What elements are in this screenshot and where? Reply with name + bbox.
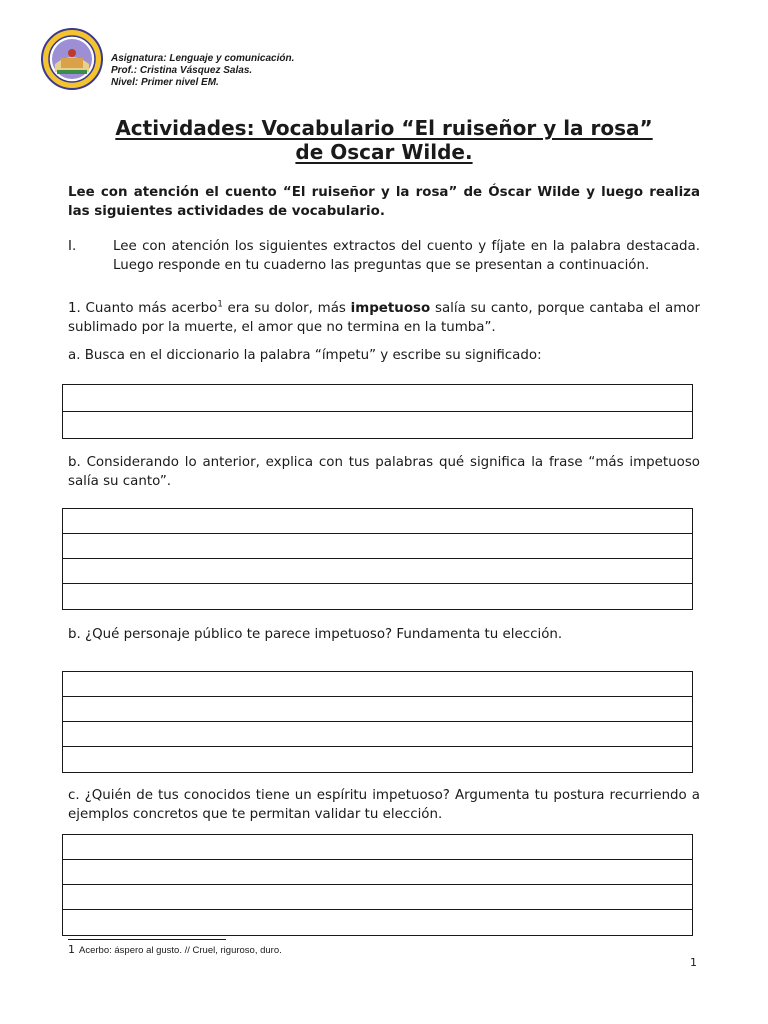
question-b-1: b. Considerando lo anterior, explica con tus palabras qué significa la frase “más impetuoso salía su canto”. bbox=[68, 455, 700, 489]
answer-line[interactable] bbox=[63, 910, 692, 935]
answer-line[interactable] bbox=[63, 559, 692, 584]
answer-box-b-1[interactable] bbox=[62, 508, 693, 610]
header-info bbox=[111, 53, 294, 89]
page-number: 1 bbox=[690, 956, 697, 969]
question-a: a. Busca en el diccionario la palabra “ímpetu” y escribe su significado: bbox=[68, 348, 542, 363]
title-line-1: Actividades: Vocabulario “El ruiseñor y la rosa” bbox=[115, 116, 653, 140]
excerpt-part-3: salía su canto, porque cantaba el amor sublimado por la muerte, el amor que no termina en la tumba”. bbox=[68, 301, 701, 335]
answer-line[interactable] bbox=[63, 835, 692, 860]
school-logo bbox=[41, 28, 103, 90]
footnote-number: 1 bbox=[68, 943, 75, 956]
answer-line[interactable] bbox=[63, 860, 692, 885]
section-i bbox=[68, 238, 700, 275]
answer-box-c[interactable] bbox=[62, 834, 693, 936]
answer-line[interactable] bbox=[63, 584, 692, 609]
title-line-2: de Oscar Wilde. bbox=[295, 140, 473, 164]
answer-line[interactable] bbox=[63, 412, 692, 438]
page-title bbox=[0, 116, 768, 164]
excerpt-keyword: impetuoso bbox=[350, 301, 431, 316]
excerpt-part-1: 1. Cuanto más acerbo bbox=[68, 301, 218, 316]
teacher-line: Prof.: Cristina Vásquez Salas. bbox=[111, 65, 253, 76]
footnote-text: Acerbo: áspero al gusto. // Cruel, riguroso, duro. bbox=[79, 945, 282, 956]
subject-line: Asignatura: Lenguaje y comunicación. bbox=[111, 53, 295, 64]
question-b-2: b. ¿Qué personaje público te parece impetuoso? Fundamenta tu elección. bbox=[68, 627, 563, 642]
answer-line[interactable] bbox=[63, 722, 692, 747]
question-c: c. ¿Quién de tus conocidos tiene un espíritu impetuoso? Argumenta tu postura recurriendo a ejemplos concretos que te permitan validar tu elección. bbox=[68, 788, 700, 822]
footnote bbox=[68, 943, 282, 956]
level-line: Nivel: Primer nivel EM. bbox=[111, 77, 219, 88]
answer-line[interactable] bbox=[63, 509, 692, 534]
section-number: I. bbox=[68, 239, 77, 254]
footnote-reference[interactable]: 1 bbox=[217, 299, 223, 310]
intro-instructions: Lee con atención el cuento “El ruiseñor y la rosa” de Óscar Wilde y luego realiza las siguientes actividades de vocabulario. bbox=[68, 185, 700, 219]
excerpt-paragraph bbox=[68, 300, 700, 337]
answer-line[interactable] bbox=[63, 672, 692, 697]
excerpt-part-2: era su dolor, más bbox=[222, 301, 351, 316]
answer-line[interactable] bbox=[63, 697, 692, 722]
section-instructions: Lee con atención los siguientes extractos del cuento y fíjate en la palabra destacada. Luego responde en tu cuaderno las preguntas que se presentan a continuación. bbox=[113, 239, 700, 273]
footnote-divider bbox=[68, 939, 226, 940]
answer-box-b-2[interactable] bbox=[62, 671, 693, 773]
answer-box-a[interactable] bbox=[62, 384, 693, 439]
answer-line[interactable] bbox=[63, 385, 692, 412]
answer-line[interactable] bbox=[63, 534, 692, 559]
answer-line[interactable] bbox=[63, 747, 692, 772]
answer-line[interactable] bbox=[63, 885, 692, 910]
